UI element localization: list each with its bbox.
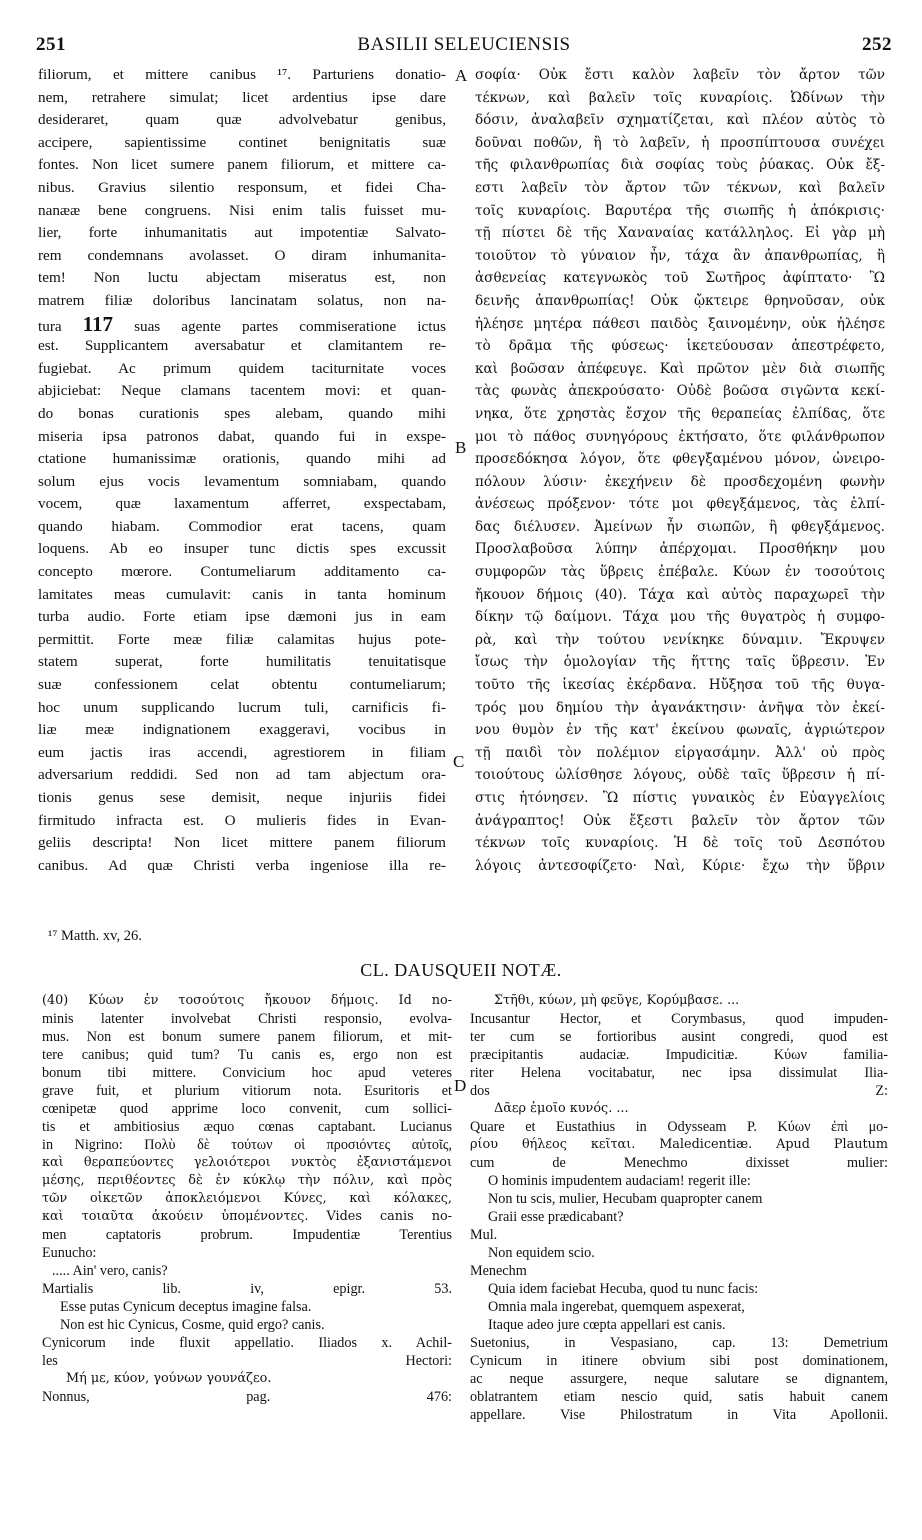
text-line: νου θυμὸν ἐν τῆς κατ' ἐκείνου φωναῖς, ἀγριώτερον (475, 722, 885, 739)
note-line: Non est hic Cynicus, Cosme, quid ergo? canis. (60, 1317, 325, 1333)
note-line: oblatrantem etiam nescio quid, satis habuit canem (470, 1389, 888, 1405)
note-line: Δᾶερ ἐμοῖο κυνός. ... (494, 1101, 629, 1116)
note-line: καὶ θεραπεύοντες γελοιότεροι νυκτὸς ἐξανιστάμενοι (42, 1155, 452, 1170)
note-line: Graii esse prædicabant? (488, 1209, 624, 1225)
text-line: εστι λαβεῖν τὸν ἄρτον τῶν τέκνων, καὶ βαλεῖν (475, 179, 885, 196)
text-line: τοιούτους ὠλίσθησε λόγους, οὐδὲ ταῖς ὕβρεσιν ἡ πί- (475, 767, 885, 784)
text-line: τέκνων, καὶ βαλεῖν τοῖς κυναρίοις. Ὠδίνων τὴν (475, 89, 885, 106)
note-line: cum de Menechmo dixisset mulier: (470, 1155, 888, 1171)
note-line: Quia idem faciebat Hecuba, quod tu nunc facis: (488, 1281, 759, 1297)
notes-right-column (470, 992, 888, 1424)
notes-left-column (42, 992, 452, 1406)
note-line: Itaque adeo jure cœpta appellari est canis. (488, 1317, 726, 1333)
text-line: est. Supplicantem aversabatur et clamitantem re- (38, 337, 446, 355)
text-line: ἀσθενείας κατεγνωκὸς τοῦ Σωτῆρος ἀφίπτατο· Ὢ (475, 270, 885, 287)
note-line: appellare. Vise Philostratum in Vita Apollonii. (470, 1407, 888, 1423)
column-number: 117 (82, 311, 114, 336)
text-line: accipere, sapientissime continet benignitatis suæ (38, 133, 446, 151)
text-line: abjiciebat: Neque clamans tacentem movi: et quan- (38, 382, 446, 400)
footnote: ¹⁷ Matth. xv, 26. (48, 928, 142, 944)
text-line: lamitates meas cumulavit: canis in tanta hominum (38, 585, 446, 603)
note-line: Cynicum in itinere obvium sibi post dominationem, (470, 1353, 888, 1369)
text-line: ἀνάγραπτος! Οὐκ ἔξεστι βαλεῖν τὸν ἄρτον τῶν (475, 812, 885, 829)
text-line: liæ meæ indignationem exaggeravi, vocibus in (38, 721, 446, 739)
text-line: firmitudo infracta est. O mulieris fides in Evan- (38, 811, 446, 829)
note-line: Esse putas Cynicum deceptus imagine falsa. (60, 1299, 312, 1315)
note-line: ..... Ain' vero, canis? (52, 1263, 168, 1279)
latin-text-column (38, 64, 446, 877)
note-line: riter Helena vocitabatur, nec ipsa dissimulat Ilia- (470, 1065, 888, 1081)
text-line: τέκνων τοῖς κυναρίοις. Ἡ δὲ τοῖς τοῦ Δεσπότου (475, 835, 885, 852)
text-line: matrem filiæ doloribus lancinatam solatus, non na- (38, 291, 446, 309)
text-line: turba audio. Forte etiam ipse dæmoni jus in eam (38, 608, 446, 626)
text-line: nibus. Gravius silentio responsum, et fidei Cha- (38, 178, 446, 196)
text-line: hoc unum supplicando lucrum tuli, carnificis fi- (38, 698, 446, 716)
text-line: nanææ bene congruens. Nisi enim talis fuisset mu- (38, 201, 446, 219)
text-line: statem superat, forte humilitatis tenuitatisque (38, 653, 446, 671)
text-line: σοφία· Οὐκ ἔστι καλὸν λαβεῖν τὸν ἄρτον τῶν (475, 67, 885, 83)
note-line: Non tu scis, mulier, Hecubam quapropter canem (488, 1191, 763, 1207)
text-line: vocem, quæ laxamentum afferret, exspectabam, (38, 495, 446, 513)
text-line: tura 117 suas agente partes commiseratione ictus (38, 311, 446, 336)
note-line: ac neque assurgere, neque salutare se dignantem, (470, 1371, 888, 1387)
text-line: ἴσως τὴν ὁμολογίαν τῆς ἥττης ταῖς ὕβρεσιν. Ἐν (475, 654, 885, 671)
note-line: Menechm (470, 1263, 527, 1279)
note-line: præcipitantis audaciæ. Impudicitiæ. Κύων familia- (470, 1047, 888, 1063)
text-line: πόλουν λύσιν· ἐκεχήνειν δὲ προσδεχομένη φωνὴν (475, 473, 885, 490)
note-line: Cynicorum inde fluxit appellatio. Iliados x. Achil- (42, 1335, 452, 1351)
text-line: adversarium reddidi. Sed non ad tam abjectum ora- (38, 766, 446, 784)
note-line: grave fuit, et plurium vitiorum nota. Esuritoris et (42, 1083, 452, 1099)
margin-marker-a: A (455, 66, 468, 85)
text-line: ctatione humanissimæ orationis, quando mihi ad (38, 450, 446, 468)
text-line: δόσιν, ἀναλαβεῖν σχηματίζεται, καὶ πλέον αὐτὸς τὸ (475, 112, 885, 129)
text-line: δας διέλυσεν. Ἀμείνων ἦν σιωπῶν, ἢ φθεγξάμενος. (475, 518, 885, 535)
margin-marker-d: D (454, 1076, 467, 1095)
note-line: mus. Non est bonum sumere panem filiorum, et mit- (42, 1029, 452, 1045)
text-line: δίκην τῷ δαίμονι. Τάχα μου τῆς θυγατρὸς ἡ συμφο- (475, 609, 885, 626)
note-line: dos Z: (470, 1083, 888, 1099)
text-line: τῆς φιλανθρωπίας διὰ σοφίας τοὺς ῥύακας. Οὐκ ἔξ- (475, 157, 885, 174)
text-line: solum ejus vocis levamentum somniabam, quando (38, 472, 446, 490)
note-line: les Hectori: (42, 1353, 452, 1369)
note-line: ter cum se fortioribus ausint congredi, quod est (470, 1029, 888, 1045)
text-line: λόγοις ἀντεσοφίζετο· Ναὶ, Κύριε· ἔχω τὴν ὕβριν (475, 857, 885, 874)
text-line: rem condemnans avolasset. O diram inhumanita- (38, 246, 446, 264)
note-line: tis et ambitiosius æquo cœnas captabant. Lucianus (42, 1119, 452, 1135)
note-line: in Nigrino: Πολὺ δὲ τούτων οἱ προσιόντες αὐτοῖς, (42, 1137, 452, 1153)
text-line: τῇ πίστει δὲ τῆς Χαναναίας κατάλληλος. Εἰ γὰρ μὴ (475, 225, 885, 242)
text-line: συμφορῶν τὰς ὕβρεις ἐπέβαλε. Κύων ἐν τοσούτοις (475, 564, 885, 581)
margin-marker-b: B (455, 438, 467, 457)
note-line: ρίου θήλεος κεῖται. Maledicentiæ. Apud Plautum (470, 1137, 888, 1152)
note-line: tere canibus; quid tum? Tu canis es, ergo non est (42, 1047, 452, 1063)
note-line: O hominis impudentem audaciam! regerit ille: (488, 1173, 751, 1189)
text-line: canibus. Ad quæ Christi verba ingeniose illa re- (38, 856, 446, 874)
text-line: ἤκουον δήμοις (40). Τάχα καὶ αὐτὸς παραχωρεῖ τὴν (475, 586, 885, 603)
note-line: Eunucho: (42, 1245, 97, 1261)
text-line: στις ἡτόνησεν. Ὢ πίστις γυναικὸς ἐν Εὐαγγελίοις (475, 790, 885, 806)
text-line: miseria ipsa patronos dabat, quando fui in exspe- (38, 427, 446, 445)
text-line: eum jactis iras accendi, agrestiorem in filiam (38, 743, 446, 761)
text-line: ἠλέησε μητέρα πάθεσι παιδὸς ξαινομένην, οὐκ ἠλέησε (475, 315, 885, 332)
text-line: concepto mœrore. Contumeliarum additamento ca- (38, 563, 446, 581)
text-line: tionis genus sese demisit, neque injuriis fidei (38, 789, 446, 806)
note-line: Omnia mala ingerebat, quemquem aspexerat, (488, 1299, 745, 1315)
running-title: BASILII SELEUCIENSIS (357, 34, 571, 55)
notes-title: CL. DAUSQUEII NOTÆ. (360, 960, 562, 980)
text-line: τοιοῦτον τὸ γύναιον ἦν, τάχα ἂν ἀπανθρωπίας, ἢ (475, 247, 885, 264)
text-line: quando hiabam. Commodior erat tacens, quam (38, 517, 446, 535)
text-line: δοῦναι ποθῶν, ἢ τὸ λαβεῖν, ἡ προσπίπτουσα συνέχει (475, 134, 885, 151)
note-line: Quare et Eustathius in Odysseam P. Κύων ἐπὶ μο- (470, 1119, 888, 1135)
text-line: do bonas curationis spes alebam, quando mihi (38, 404, 446, 422)
note-line: men captatoris probrum. Impudentiæ Terentius (42, 1227, 452, 1243)
note-line: (40) Κύων ἐν τοσούτοις ἤκουον δήμοις. Id no- (42, 993, 452, 1008)
text-line: filiorum, et mittere canibus ¹⁷. Parturiens donatio- (38, 66, 446, 83)
text-line: fontes. Non licet sumere panem filiorum, et mittere ca- (38, 156, 446, 174)
page-number-left: 251 (36, 34, 66, 55)
page-number-right: 252 (862, 34, 892, 55)
note-line: minis latenter involvebat Christi responsio, evolva- (42, 1011, 452, 1027)
greek-text-column (475, 64, 885, 877)
note-line: Nonnus, pag. 476: (42, 1389, 452, 1405)
text-line: nem, retrahere simulat; licet ardentius ipse dare (38, 88, 446, 106)
text-line: suæ confessionem celat obtentu contumeliarum; (38, 676, 446, 694)
note-line: τῶν οἰκετῶν ἀποκλειόμενοι Κύνες, καὶ κόλακες, (42, 1191, 452, 1206)
text-line: καὶ βοῶσαν ἀπέφευγε. Καὶ πρῶτον μὲν διὰ σιωπῆς (475, 360, 885, 377)
note-line: cœnipetæ quod apprime loco convenit, cum sollici- (42, 1101, 452, 1117)
text-line: μοι τὸ πάθος συνηγόρους ἐκτήσατο, ὅτε φιλάνθρωπον (475, 428, 885, 445)
text-line: permittit. Forte meæ filiæ calamitas hujus pote- (38, 630, 446, 648)
text-line: προσεδόκησα λόγον, ὅτε φθεγξαμένου μόνον, ὠνειρο- (475, 451, 885, 468)
text-line: ρὰ, καὶ τὴν τούτου νενίκηκε δύναμιν. Ἔκρυψεν (475, 631, 885, 648)
text-line: tem! Non luctu abjectam miseratus est, non (38, 269, 446, 287)
note-line: Martialis lib. iv, epigr. 53. (42, 1281, 452, 1297)
text-line: τρός μου δημίου τὴν ἀγανάκτησιν· ἀνῆψα τὸν ἐκεί- (475, 699, 885, 716)
note-line: Στῆθι, κύων, μὴ φεῦγε, Κορύμβασε. ... (494, 993, 740, 1008)
text-line: τὸ δρᾶμα τῆς φύσεως· ἱκετεύουσαν ἀπεστρέφετο, (475, 338, 885, 355)
note-line: Μή με, κύον, γούνων γουνάζεο. (66, 1371, 272, 1386)
text-line: desideraret, quam quæ advolvebatur genibus, (38, 111, 446, 129)
text-line: τὰς φωνὰς ἀπεκρούσατο· Οὐδὲ βοῶσα σιγῶντα κεκί- (475, 383, 885, 400)
note-line: μέσης, περιθέοντες δὲ ἐν κύκλῳ τὴν πόλιν, καὶ πρὸς (42, 1173, 452, 1188)
margin-marker-c: C (453, 752, 465, 771)
text-line: ἀνέσεως πρόξενον· τότε μοι φθεγξάμενος, τὰς ἐλπί- (475, 496, 885, 513)
note-line: καὶ τοιαῦτα ἀκούειν ὑπομένοντες. Vides canis no- (42, 1209, 452, 1224)
text-line: νηκα, ὅτε χρηστὰς ἔσχον τῆς θεραπείας ἐλπίδας, ὅτε (475, 405, 885, 422)
text-line: τοῖς κυναρίοις. Βαρυτέρα τῆς σιωπῆς ἡ ἀπόκρισις· (475, 202, 885, 219)
running-head (36, 34, 892, 60)
note-line: Suetonius, in Vespasiano, cap. 13: Demetrium (470, 1335, 888, 1351)
note-line: bonum tibi mittere. Convicium hoc apud veteres (42, 1065, 452, 1081)
note-line: Mul. (470, 1227, 498, 1243)
note-line: Incusantur Hector, et Corymbasus, quod impuden- (470, 1011, 888, 1027)
text-line: loquens. Ab eo insuper tunc dictis spes excussit (38, 540, 446, 558)
text-line: lier, forte inhumanitatis aut impotentiæ Salvato- (38, 224, 446, 242)
text-line: Προσλαβοῦσα λύπην ἀπέρχομαι. Προσθήκην μου (475, 541, 885, 558)
note-line: Non equidem scio. (488, 1245, 595, 1261)
text-line: geliis descripta! Non licet mittere panem filiorum (38, 834, 446, 852)
text-line: τοῦτο τῆς ἱκεσίας ἐκέρδανα. Ηὔξησα τοῦ τῆς θυγα- (475, 677, 885, 694)
text-line: fugiebat. Ac primum quidem taciturnitate voces (38, 359, 446, 377)
text-line: δεινῆς ἀπανθρωπίας! Οὐκ ᾤκτειρε θρηνοῦσαν, οὐκ (475, 292, 885, 309)
text-line: τῇ παιδὶ τὸν πολέμιον εἰργασάμην. Ἀλλ' οὐ πρὸς (475, 744, 885, 761)
